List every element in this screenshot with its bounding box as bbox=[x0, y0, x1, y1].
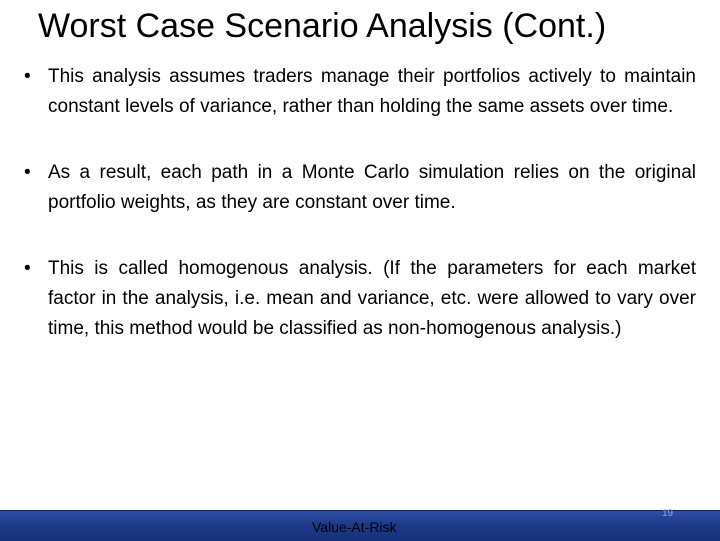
page-number: 19 bbox=[662, 508, 674, 519]
bullet-icon: • bbox=[24, 66, 31, 87]
bullet-item bbox=[24, 158, 696, 218]
footer-text: Value-At-Risk bbox=[312, 519, 397, 535]
bullet-item bbox=[24, 254, 696, 344]
slide-title: Worst Case Scenario Analysis (Cont.) bbox=[38, 7, 607, 45]
bullet-icon: • bbox=[24, 258, 31, 279]
bullet-item bbox=[24, 62, 696, 122]
bullet-text: This is called homogenous analysis. (If the parameters for each market factor in the analysis, i.e. mean and variance, etc. were allowed to vary over time, this method would be classified as non-homogenous analysis.) bbox=[48, 258, 696, 339]
bullet-icon: • bbox=[24, 162, 31, 183]
bullet-list bbox=[24, 62, 696, 380]
bullet-text: As a result, each path in a Monte Carlo simulation relies on the original portfolio weights, as they are constant over time. bbox=[48, 162, 696, 213]
bullet-text: This analysis assumes traders manage their portfolios actively to maintain constant levels of variance, rather than holding the same assets over time. bbox=[48, 66, 696, 117]
